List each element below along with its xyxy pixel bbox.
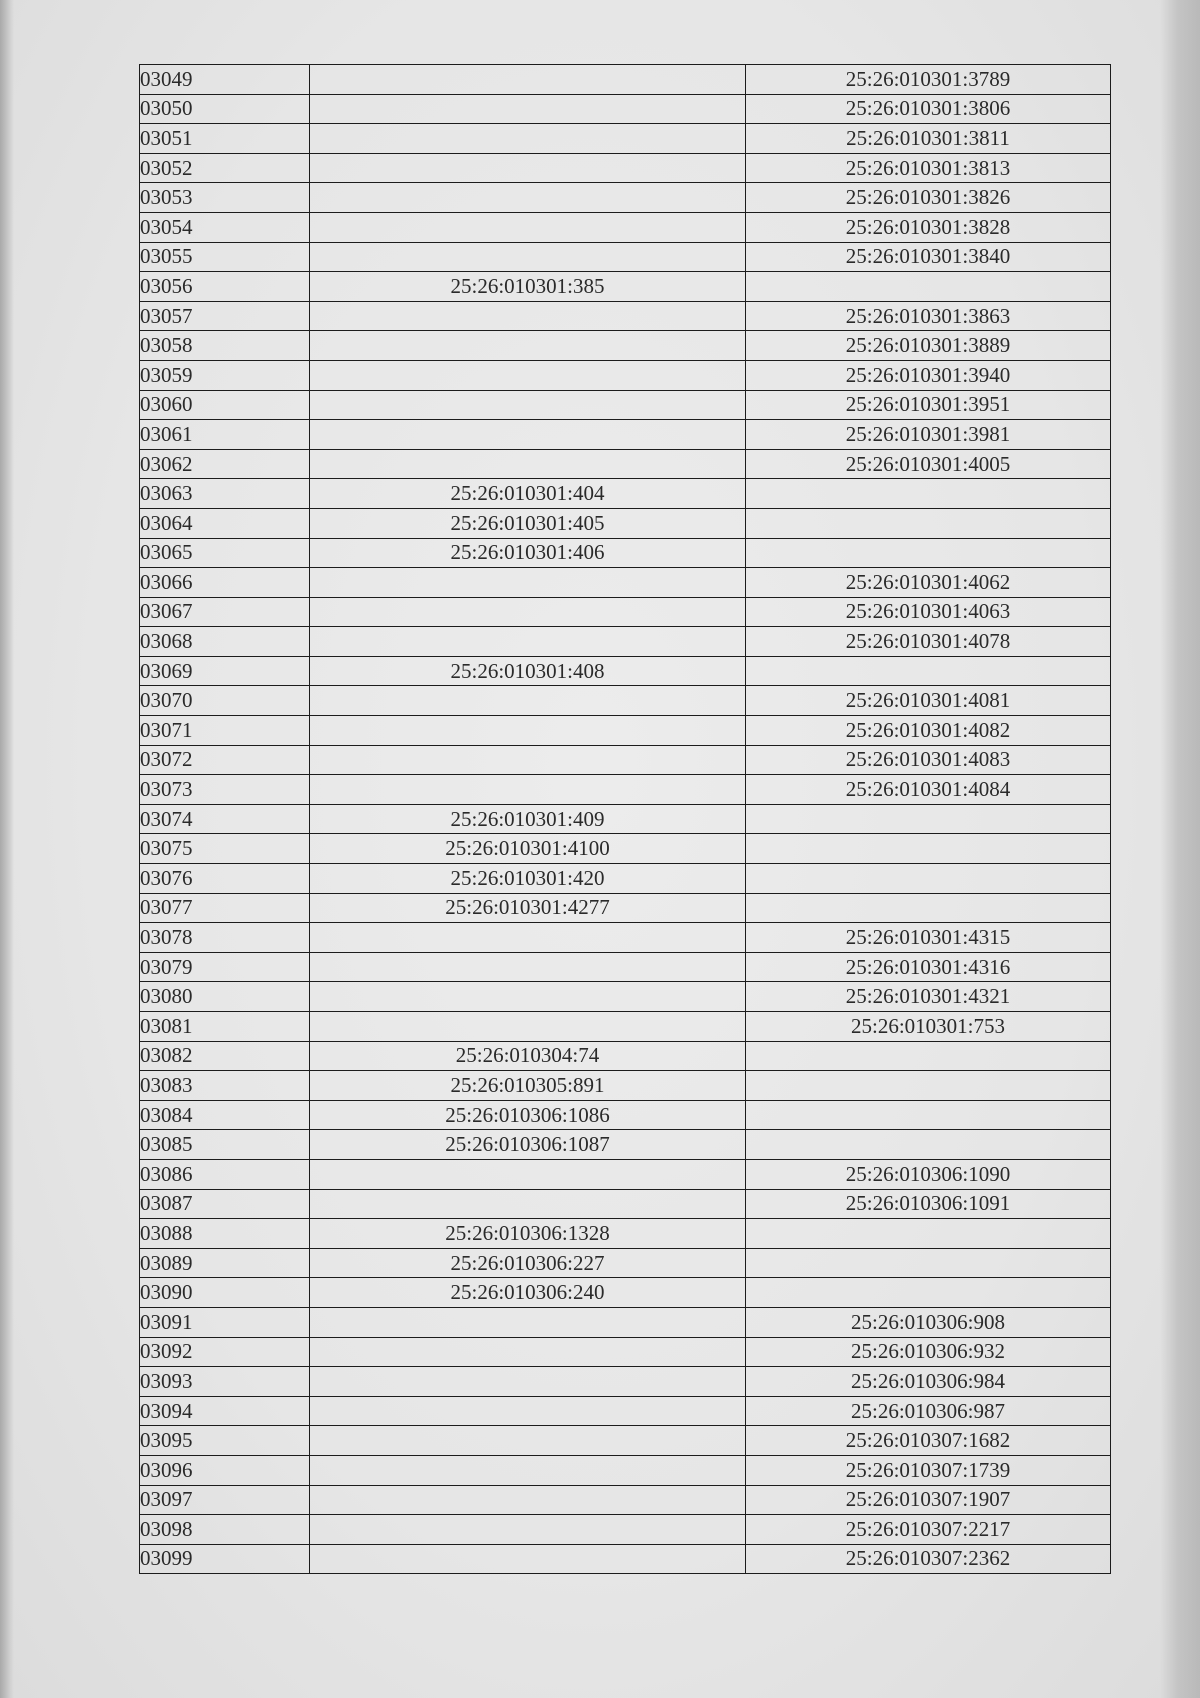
cadastral-number-table: [139, 64, 1111, 1574]
cadastral-number-col-3: 25:26:010301:4063: [746, 597, 1111, 627]
cadastral-number-col-2: [310, 952, 746, 982]
cadastral-number-col-3: [746, 1130, 1111, 1160]
table-row: [140, 1100, 1111, 1130]
table-row: [140, 864, 1111, 894]
table-row: [140, 1041, 1111, 1071]
cadastral-number-col-2: [310, 1455, 746, 1485]
table-row: [140, 1159, 1111, 1189]
row-number: 03087: [140, 1189, 310, 1219]
cadastral-number-col-2: [310, 568, 746, 598]
row-number: 03093: [140, 1367, 310, 1397]
row-number: 03072: [140, 745, 310, 775]
cadastral-number-col-2: [310, 212, 746, 242]
table-row: [140, 1012, 1111, 1042]
cadastral-number-col-2: 25:26:010306:1328: [310, 1219, 746, 1249]
cadastral-number-col-2: [310, 1426, 746, 1456]
table-row: [140, 1337, 1111, 1367]
cadastral-number-col-3: 25:26:010307:1739: [746, 1455, 1111, 1485]
row-number: 03071: [140, 716, 310, 746]
cadastral-number-col-3: 25:26:010301:4316: [746, 952, 1111, 982]
cadastral-number-col-2: [310, 390, 746, 420]
row-number: 03060: [140, 390, 310, 420]
table-row: [140, 1485, 1111, 1515]
cadastral-number-col-3: [746, 1071, 1111, 1101]
table-row: [140, 716, 1111, 746]
table-row: [140, 183, 1111, 213]
table-row: [140, 745, 1111, 775]
cadastral-number-col-3: [746, 893, 1111, 923]
cadastral-number-col-2: [310, 1367, 746, 1397]
cadastral-number-col-2: 25:26:010301:406: [310, 538, 746, 568]
cadastral-number-col-2: [310, 1337, 746, 1367]
row-number: 03061: [140, 420, 310, 450]
cadastral-number-col-3: [746, 538, 1111, 568]
cadastral-number-col-3: 25:26:010301:4078: [746, 627, 1111, 657]
row-number: 03078: [140, 923, 310, 953]
cadastral-number-col-3: 25:26:010306:908: [746, 1307, 1111, 1337]
table-row: [140, 597, 1111, 627]
cadastral-number-col-3: 25:26:010301:3811: [746, 124, 1111, 154]
table-row: [140, 775, 1111, 805]
table-row: [140, 952, 1111, 982]
row-number: 03073: [140, 775, 310, 805]
cadastral-number-col-3: 25:26:010306:1091: [746, 1189, 1111, 1219]
table-row: [140, 804, 1111, 834]
table-row: [140, 272, 1111, 302]
row-number: 03094: [140, 1396, 310, 1426]
cadastral-number-col-2: 25:26:010306:227: [310, 1248, 746, 1278]
cadastral-number-col-3: 25:26:010301:3889: [746, 331, 1111, 361]
row-number: 03052: [140, 153, 310, 183]
cadastral-number-col-3: 25:26:010301:3940: [746, 360, 1111, 390]
table-row: [140, 1515, 1111, 1545]
row-number: 03058: [140, 331, 310, 361]
row-number: 03086: [140, 1159, 310, 1189]
cadastral-number-col-3: 25:26:010306:987: [746, 1396, 1111, 1426]
cadastral-number-col-2: 25:26:010306:240: [310, 1278, 746, 1308]
cadastral-number-col-2: [310, 745, 746, 775]
row-number: 03067: [140, 597, 310, 627]
table-row: [140, 390, 1111, 420]
cadastral-number-col-2: 25:26:010301:408: [310, 656, 746, 686]
cadastral-number-col-3: 25:26:010301:3806: [746, 94, 1111, 124]
cadastral-number-col-2: [310, 331, 746, 361]
row-number: 03092: [140, 1337, 310, 1367]
row-number: 03077: [140, 893, 310, 923]
cadastral-number-col-2: [310, 597, 746, 627]
cadastral-number-col-2: 25:26:010301:420: [310, 864, 746, 894]
cadastral-number-col-2: [310, 449, 746, 479]
cadastral-number-col-2: [310, 1396, 746, 1426]
table-row: [140, 982, 1111, 1012]
cadastral-number-col-3: [746, 834, 1111, 864]
row-number: 03091: [140, 1307, 310, 1337]
row-number: 03088: [140, 1219, 310, 1249]
row-number: 03095: [140, 1426, 310, 1456]
table-row: [140, 1426, 1111, 1456]
cadastral-number-col-3: 25:26:010306:984: [746, 1367, 1111, 1397]
row-number: 03056: [140, 272, 310, 302]
cadastral-number-col-3: [746, 1100, 1111, 1130]
table-row: [140, 479, 1111, 509]
row-number: 03064: [140, 508, 310, 538]
row-number: 03053: [140, 183, 310, 213]
table-row: [140, 1071, 1111, 1101]
table-row: [140, 1248, 1111, 1278]
table-row: [140, 420, 1111, 450]
cadastral-number-col-3: 25:26:010301:3951: [746, 390, 1111, 420]
cadastral-number-col-3: 25:26:010307:2362: [746, 1544, 1111, 1574]
cadastral-number-col-2: 25:26:010304:74: [310, 1041, 746, 1071]
cadastral-number-col-2: 25:26:010301:405: [310, 508, 746, 538]
row-number: 03068: [140, 627, 310, 657]
cadastral-number-col-2: [310, 1515, 746, 1545]
table-row: [140, 627, 1111, 657]
cadastral-number-col-3: [746, 864, 1111, 894]
table-row: [140, 331, 1111, 361]
cadastral-number-col-2: [310, 686, 746, 716]
table-row: [140, 538, 1111, 568]
table-body: [140, 65, 1111, 1574]
table-row: [140, 1367, 1111, 1397]
cadastral-number-col-3: 25:26:010301:4321: [746, 982, 1111, 1012]
cadastral-number-col-2: 25:26:010301:409: [310, 804, 746, 834]
table-row: [140, 923, 1111, 953]
cadastral-number-col-3: [746, 272, 1111, 302]
cadastral-number-col-3: [746, 1248, 1111, 1278]
table-row: [140, 893, 1111, 923]
cadastral-number-col-2: 25:26:010301:4277: [310, 893, 746, 923]
cadastral-number-col-3: [746, 804, 1111, 834]
cadastral-number-col-2: [310, 183, 746, 213]
cadastral-number-col-2: [310, 1307, 746, 1337]
row-number: 03096: [140, 1455, 310, 1485]
row-number: 03070: [140, 686, 310, 716]
row-number: 03085: [140, 1130, 310, 1160]
cadastral-number-col-3: 25:26:010307:1907: [746, 1485, 1111, 1515]
row-number: 03063: [140, 479, 310, 509]
row-number: 03076: [140, 864, 310, 894]
cadastral-number-col-3: 25:26:010301:4084: [746, 775, 1111, 805]
cadastral-number-col-3: [746, 1219, 1111, 1249]
cadastral-number-col-2: 25:26:010301:404: [310, 479, 746, 509]
row-number: 03051: [140, 124, 310, 154]
row-number: 03075: [140, 834, 310, 864]
cadastral-number-col-2: [310, 1189, 746, 1219]
table-row: [140, 834, 1111, 864]
cadastral-number-col-3: 25:26:010301:4082: [746, 716, 1111, 746]
table-row: [140, 1396, 1111, 1426]
cadastral-number-col-2: [310, 923, 746, 953]
row-number: 03084: [140, 1100, 310, 1130]
cadastral-number-col-2: [310, 627, 746, 657]
cadastral-number-col-3: 25:26:010306:1090: [746, 1159, 1111, 1189]
row-number: 03055: [140, 242, 310, 272]
cadastral-number-col-2: 25:26:010306:1087: [310, 1130, 746, 1160]
cadastral-number-col-3: 25:26:010301:4005: [746, 449, 1111, 479]
table-row: [140, 1544, 1111, 1574]
table-row: [140, 1307, 1111, 1337]
cadastral-number-col-2: [310, 982, 746, 1012]
table-row: [140, 686, 1111, 716]
row-number: 03059: [140, 360, 310, 390]
row-number: 03098: [140, 1515, 310, 1545]
cadastral-number-col-3: 25:26:010307:2217: [746, 1515, 1111, 1545]
table-row: [140, 1130, 1111, 1160]
cadastral-number-col-2: [310, 94, 746, 124]
cadastral-number-col-2: [310, 1485, 746, 1515]
cadastral-number-col-3: 25:26:010301:3840: [746, 242, 1111, 272]
row-number: 03069: [140, 656, 310, 686]
row-number: 03057: [140, 301, 310, 331]
cadastral-number-col-3: 25:26:010301:4083: [746, 745, 1111, 775]
cadastral-number-col-2: 25:26:010306:1086: [310, 1100, 746, 1130]
row-number: 03099: [140, 1544, 310, 1574]
cadastral-number-col-3: 25:26:010301:3789: [746, 65, 1111, 95]
table-row: [140, 301, 1111, 331]
row-number: 03050: [140, 94, 310, 124]
cadastral-number-col-3: 25:26:010301:3813: [746, 153, 1111, 183]
row-number: 03083: [140, 1071, 310, 1101]
table-row: [140, 360, 1111, 390]
cadastral-number-col-2: 25:26:010301:385: [310, 272, 746, 302]
row-number: 03062: [140, 449, 310, 479]
row-number: 03074: [140, 804, 310, 834]
table-row: [140, 242, 1111, 272]
cadastral-number-col-2: [310, 1012, 746, 1042]
cadastral-number-col-3: 25:26:010301:3981: [746, 420, 1111, 450]
cadastral-number-col-3: 25:26:010306:932: [746, 1337, 1111, 1367]
cadastral-number-col-2: [310, 716, 746, 746]
row-number: 03065: [140, 538, 310, 568]
cadastral-number-col-2: [310, 301, 746, 331]
cadastral-number-col-2: [310, 65, 746, 95]
cadastral-number-col-3: [746, 656, 1111, 686]
cadastral-number-col-2: [310, 360, 746, 390]
cadastral-number-col-3: 25:26:010301:4081: [746, 686, 1111, 716]
row-number: 03082: [140, 1041, 310, 1071]
cadastral-number-col-3: [746, 1278, 1111, 1308]
cadastral-number-col-2: 25:26:010301:4100: [310, 834, 746, 864]
cadastral-number-col-3: 25:26:010301:3828: [746, 212, 1111, 242]
row-number: 03097: [140, 1485, 310, 1515]
cadastral-number-col-2: [310, 775, 746, 805]
table-row: [140, 153, 1111, 183]
table-row: [140, 212, 1111, 242]
cadastral-number-col-3: 25:26:010301:3826: [746, 183, 1111, 213]
table-row: [140, 124, 1111, 154]
cadastral-number-col-3: [746, 1041, 1111, 1071]
table-row: [140, 1455, 1111, 1485]
cadastral-number-col-2: 25:26:010305:891: [310, 1071, 746, 1101]
row-number: 03080: [140, 982, 310, 1012]
cadastral-number-col-3: 25:26:010301:753: [746, 1012, 1111, 1042]
table-row: [140, 568, 1111, 598]
row-number: 03089: [140, 1248, 310, 1278]
row-number: 03054: [140, 212, 310, 242]
table-row: [140, 508, 1111, 538]
cadastral-number-col-2: [310, 1159, 746, 1189]
cadastral-number-col-3: 25:26:010307:1682: [746, 1426, 1111, 1456]
cadastral-number-col-2: [310, 124, 746, 154]
row-number: 03066: [140, 568, 310, 598]
row-number: 03090: [140, 1278, 310, 1308]
cadastral-number-col-2: [310, 153, 746, 183]
cadastral-number-col-3: 25:26:010301:4062: [746, 568, 1111, 598]
table-row: [140, 1189, 1111, 1219]
row-number: 03081: [140, 1012, 310, 1042]
row-number: 03079: [140, 952, 310, 982]
scan-shadow-right: [1160, 0, 1200, 1698]
scan-shadow-left: [0, 0, 14, 1698]
cadastral-number-col-3: [746, 479, 1111, 509]
table-row: [140, 1278, 1111, 1308]
cadastral-number-col-2: [310, 1544, 746, 1574]
table-row: [140, 94, 1111, 124]
cadastral-number-col-2: [310, 242, 746, 272]
table-row: [140, 1219, 1111, 1249]
cadastral-number-col-3: 25:26:010301:3863: [746, 301, 1111, 331]
table-row: [140, 656, 1111, 686]
cadastral-number-col-2: [310, 420, 746, 450]
table-row: [140, 65, 1111, 95]
cadastral-number-col-3: [746, 508, 1111, 538]
table-row: [140, 449, 1111, 479]
row-number: 03049: [140, 65, 310, 95]
cadastral-number-col-3: 25:26:010301:4315: [746, 923, 1111, 953]
